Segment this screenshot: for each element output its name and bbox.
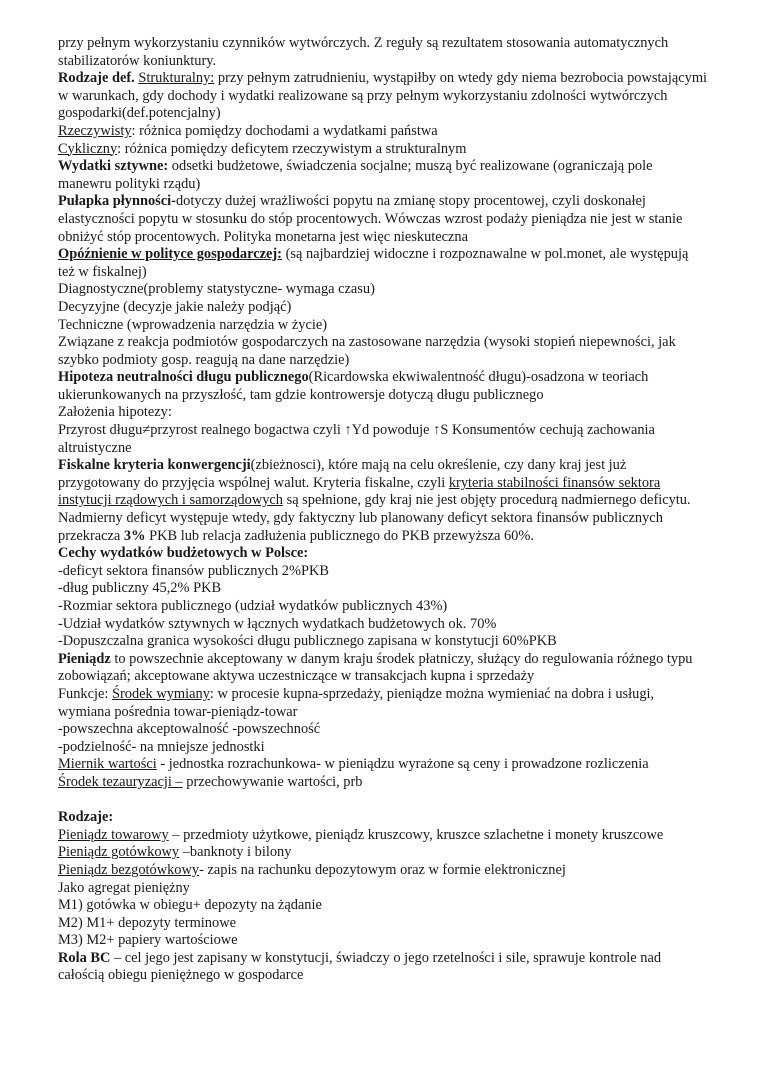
pieniadz-text: to powszechnie akceptowany w danym kraju środek płatniczy, służący do regulowania różnego typu zobowiązań; akceptowane aktywa uczestniczące w transakcjach kupna i sprzedaży [58, 650, 693, 685]
gotowkowy-term: Pieniądz gotówkowy [58, 844, 180, 861]
wydatki-heading [58, 158, 168, 174]
line-m1: M1) gotówka w obiegu+ depozyty na żądanie [58, 897, 322, 914]
rola-bc-heading: Rola BC [58, 949, 111, 966]
paragraph-miernik [58, 756, 708, 774]
wydatki-text: odsetki budżetowe, świadczenia socjalne; muszą być realizowane (ograniczają pole manewru polityki rządu) [58, 158, 653, 192]
paragraph-gotowkowy [58, 844, 708, 862]
paragraph-pulapka [58, 193, 708, 246]
paragraph-cykliczny [58, 141, 708, 159]
list-item: -Rozmiar sektora publicznego (udział wydatków publicznych 43%) [58, 598, 448, 614]
list-item: -Udział wydatków sztywnych w łącznych wydatkach budżetowych ok. 70% [58, 615, 497, 632]
paragraph-pieniadz [58, 651, 708, 686]
fiskalne-text-3: PKB lub relacja zadłużenia publicznego do PKB przewyższa 60%. [145, 527, 534, 544]
intro-text: przy pełnym wykorzystaniu czynników wytwórczych. Z reguły są rezultatem stosowania automatycznych stabilizatorów koniunktury. [58, 35, 669, 69]
line-decyzyjne: Decyzyjne (decyzje jakie należy podjąć) [58, 298, 292, 315]
rzeczywisty-term: Rzeczywisty [58, 122, 132, 139]
pulapka-text: dotyczy dużej wrażliwości popytu na zmianę stopy procentowej, czyli doskonałej elastyczności popytu w stosunku do stóp procentowych. Wówczas wzrost podaży pieniądza nie jest w stanie obniżyć stóp procentowych. Polityka monetarna jest więc nieskuteczna [58, 193, 683, 245]
rodzaje-heading-text: Rodzaje: [58, 809, 114, 826]
paragraph-wydatki-sztywne [58, 158, 708, 193]
line-m2: M2) M1+ depozyty terminowe [58, 914, 236, 931]
line-podzielnosc: -podzielność- na mniejsze jednostki [58, 738, 265, 755]
paragraph-bezgotowkowy [58, 862, 708, 880]
bezgotowkowy-text: - zapis na rachunku depozytowym oraz w formie elektronicznej [199, 861, 566, 878]
line-agregat: Jako agregat pieniężny [58, 879, 190, 896]
hipoteza-text: (Ricardowska ekwiwalentność długu)-osadzona w teoriach ukierunkowanych na przyszłość, tam gdzie kontrowersje dotyczą długu publicznego [58, 369, 649, 403]
paragraph-fiskalne [58, 457, 708, 545]
rodzaje-heading [58, 809, 708, 827]
cykliczny-text: : różnica pomiędzy deficytem rzeczywistym a strukturalnym [117, 140, 467, 157]
pieniadz-heading: Pieniądz [58, 650, 111, 667]
list-item: -dług publiczny 45,2% PKB [58, 580, 222, 597]
miernik-text: - jednostka rozrachunkowa- w pieniądzu wyrażone są ceny i prowadzone rozliczenia [156, 756, 649, 773]
rola-bc-text: – cel jego jest zapisany w konstytucji, świadczy o jego rzetelności i sile, sprawuje kontrole nad całością obiegu pieniężnego w gospodarce [58, 949, 662, 984]
miernik-term: Miernik wartości [58, 756, 157, 773]
strukturalny-text: przy pełnym zatrudnieniu, wystąpiłby on wtedy gdy niema bezrobocia powstającymi w warunkach, gdy dochody i wydatki realizowane są przy pełnym wykorzystaniu zdolności wytwórczych gospodarki(def.potencjalny) [58, 70, 708, 122]
list-item: -deficyt sektora finansów publicznych 2%PKB [58, 562, 329, 579]
paragraph-rola-bc [58, 950, 708, 985]
tezauryzacja-term: Środek tezauryzacji – [58, 773, 183, 790]
wydatki-heading-text: Wydatki sztywne: [58, 158, 169, 175]
gotowkowy-text: –banknoty i bilony [179, 844, 292, 861]
line-m3: M3) M2+ papiery wartościowe [58, 932, 238, 949]
bezgotowkowy-term: Pieniądz bezgotówkowy [58, 861, 200, 878]
cykliczny-term: Cykliczny [58, 140, 118, 157]
towarowy-text: – przedmioty użytkowe, pieniądz kruszcowy, kruszce szlachetne i monety kruszcowe [168, 826, 664, 843]
blank-line [58, 792, 708, 810]
rodzaje-def-heading: Rodzaje def. [58, 70, 135, 87]
line-zwiazane: Związane z reakcja podmiotów gospodarczych na zastosowane narzędzia (wysoki stopień niepewności, jak szybko podmioty gosp. reagują na dane narzędzie) [58, 334, 676, 368]
line-powszechna: -powszechna akceptowalność -powszechność [58, 721, 321, 738]
strukturalny-term: Strukturalny: [138, 70, 215, 87]
cechy-heading [58, 545, 708, 563]
paragraph-rzeczywisty [58, 123, 708, 141]
paragraph-rodzaje-def [58, 70, 708, 123]
fiskalne-bold: 3% [123, 527, 146, 544]
towarowy-term: Pieniądz towarowy [58, 826, 169, 843]
hipoteza-heading: Hipoteza neutralności długu publicznego [58, 369, 309, 386]
opoznienie-heading: Opóźnienie w polityce gospodarczej: [58, 246, 282, 263]
rzeczywisty-text: : różnica pomiędzy dochodami a wydatkami państwa [131, 122, 438, 139]
opoznienie-text: (są najbardziej widoczne i rozpoznawalne w pol.monet, ale występują też w fiskalnej) [58, 246, 689, 280]
paragraph-funkcje [58, 686, 708, 721]
paragraph-opoznienie [58, 246, 708, 281]
paragraph-hipoteza [58, 369, 708, 404]
line-zalozenia: Założenia hipotezy: [58, 404, 172, 421]
funkcje-label: Funkcje: [58, 685, 112, 702]
srodek-wymiany-term: Środek wymiany [111, 685, 210, 702]
fiskalne-heading: Fiskalne kryteria konwergencji [58, 457, 251, 474]
paragraph-intro [58, 35, 708, 70]
fiskalne-underlined: kryteria stabilności finansów sektora instytucji rządowych i samorządowych [58, 474, 661, 509]
list-item: -Dopuszczalna granica wysokości długu publicznego zapisana w konstytucji 60%PKB [58, 633, 557, 650]
fiskalne-text-2: są spełnione, gdy kraj nie jest objęty procedurą nadmiernego deficytu. Nadmierny deficyt występuje wtedy, gdy faktyczny lub planowany deficyt sektora finansów publicznych przekracza [58, 492, 691, 544]
paragraph-towarowy [58, 827, 708, 845]
line-techniczne: Techniczne (wprowadzenia narzędzia w życie) [58, 316, 328, 333]
tezauryzacja-text: przechowywanie wartości, prb [182, 773, 363, 790]
line-przyrost: Przyrost długu≠przyrost realnego bogactwa czyli ↑Yd powoduje ↑S Konsumentów cechują zachowania altruistyczne [58, 422, 655, 456]
document-page [58, 35, 708, 985]
line-diagnostyczne: Diagnostyczne(problemy statystyczne- wymaga czasu) [58, 281, 375, 298]
srodek-wymiany-text: : w procesie kupna-sprzedaży, pieniądze można wymieniać na dobra i usługi, wymiana pośrednia towar-pieniądz-towar [58, 685, 655, 720]
cechy-heading-text: Cechy wydatków budżetowych w Polsce: [58, 545, 309, 562]
fiskalne-text-1: (zbieżnosci), które mają na celu określenie, czy dany kraj jest już przygotowany do przyjęcia wspólnej walut. Kryteria fiskalne, czyli [58, 457, 627, 491]
paragraph-tezauryzacja [58, 774, 708, 792]
pulapka-heading: Pułapka płynności- [58, 193, 176, 210]
